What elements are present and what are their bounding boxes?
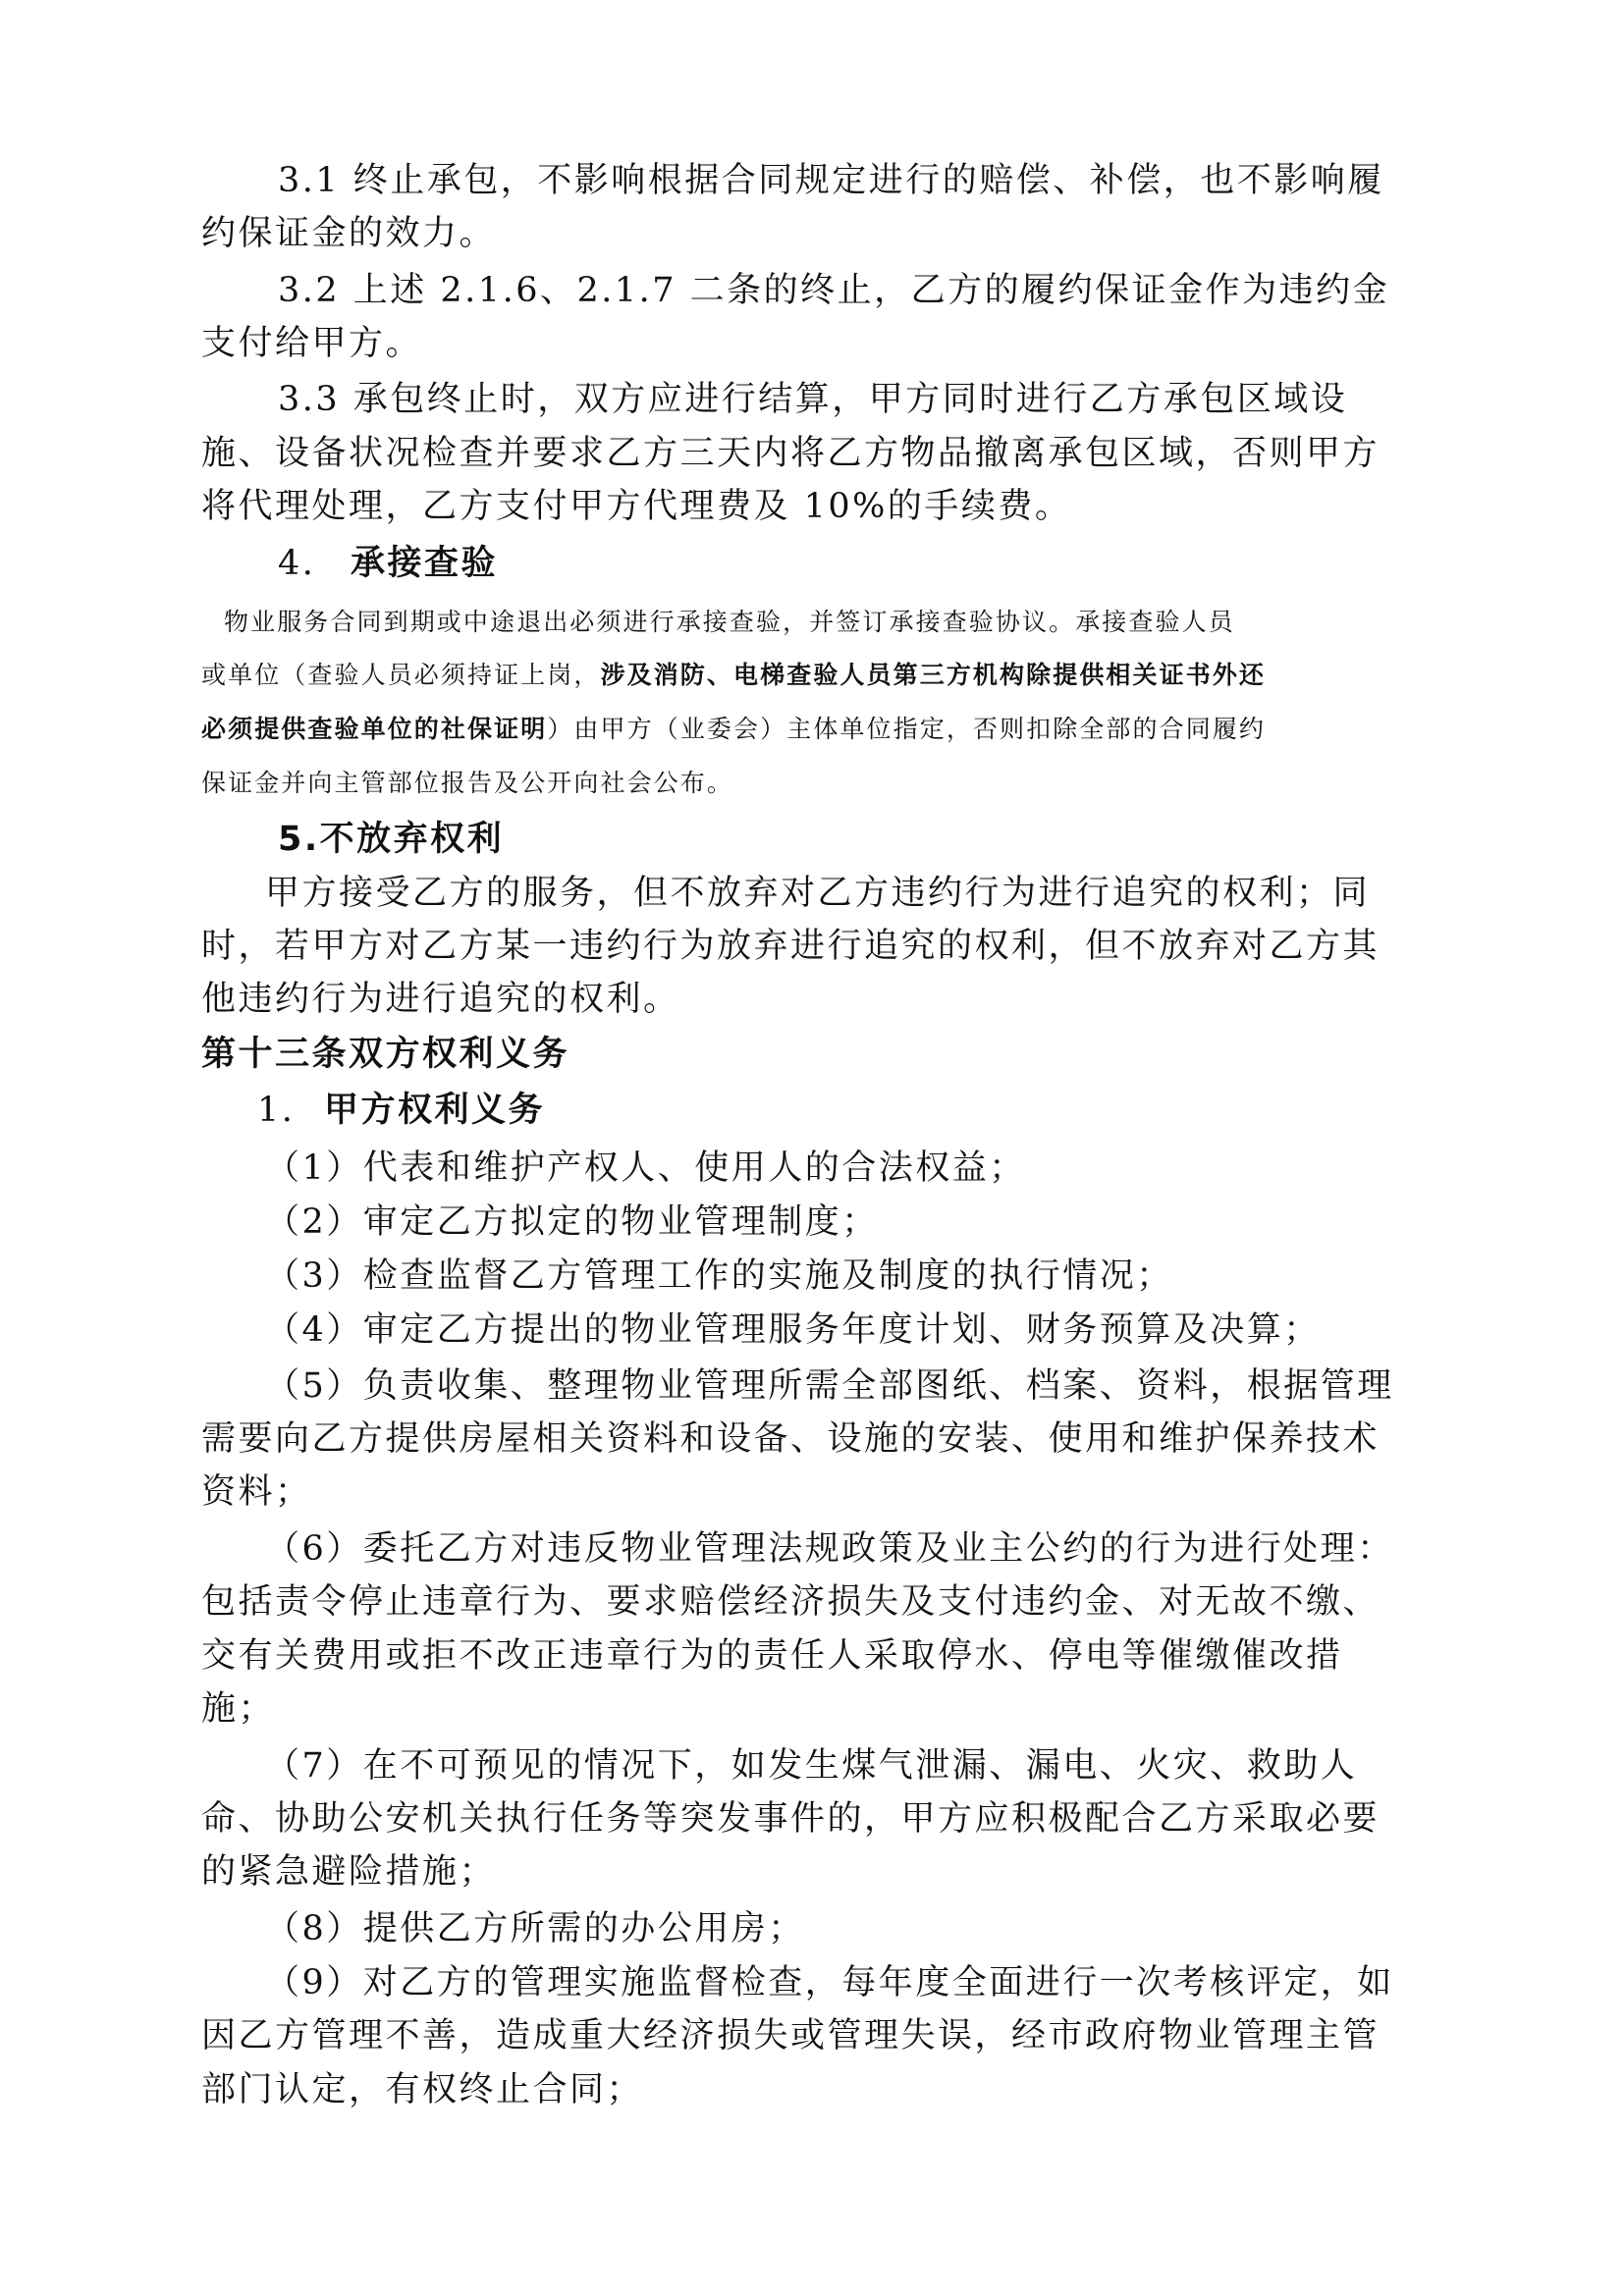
section-4-title: 承接查验 — [351, 544, 499, 583]
clause-3-2-line-2: 支付给甲方。 — [201, 324, 423, 363]
item-7-line-1: （7）在不可预见的情况下，如发生煤气泄漏、漏电、火灾、救助人 — [265, 1746, 1358, 1786]
section-4-line-3-normal: ）由甲方（业委会）主体单位指定，否则扣除全部的合同履约 — [547, 715, 1267, 743]
item-5-line-2: 需要向乙方提供房屋相关资料和设备、设施的安装、使用和维护保养技术 — [201, 1419, 1380, 1459]
clause-3-3-line-3: 将代理处理，乙方支付甲方代理费及 10%的手续费。 — [201, 487, 1072, 526]
item-6-line-2: 包括责令停止违章行为、要求赔偿经济损失及支付违约金、对无故不缴、 — [201, 1582, 1380, 1622]
item-2: （2）审定乙方拟定的物业管理制度； — [265, 1202, 879, 1242]
section-4-line-3 — [201, 717, 1266, 741]
section-4-heading — [278, 544, 499, 583]
item-6-line-4: 施； — [201, 1689, 276, 1729]
item-4: （4）审定乙方提出的物业管理服务年度计划、财务预算及决算； — [265, 1310, 1321, 1350]
section-4-line-4: 保证金并向主管部位报告及公开向社会公布。 — [201, 769, 734, 797]
item-7-line-2: 命、协助公安机关执行任务等突发事件的，甲方应积极配合乙方采取必要 — [201, 1799, 1380, 1839]
clause-3-3-line-2: 施、设备状况检查并要求乙方三天内将乙方物品撤离承包区域，否则甲方 — [201, 434, 1380, 473]
item-5-line-3: 资料； — [201, 1472, 312, 1512]
clause-3-1-line-2: 约保证金的效力。 — [201, 214, 497, 253]
clause-3-3-line-1: 3.3 承包终止时，双方应进行结算，甲方同时进行乙方承包区域设 — [278, 380, 1348, 419]
item-6-line-1: （6）委托乙方对违反物业管理法规政策及业主公约的行为进行处理： — [265, 1529, 1394, 1569]
party-a-heading — [257, 1091, 546, 1130]
section-5-heading: 5.不放弃权利 — [278, 820, 505, 859]
item-5-line-1: （5）负责收集、整理物业管理所需全部图纸、档案、资料，根据管理 — [265, 1366, 1394, 1406]
section-5-line-1: 甲方接受乙方的服务，但不放弃对乙方违约行为进行追究的权利；同 — [265, 874, 1371, 913]
section-4-line-3-bold: 必须提供查验单位的社保证明 — [201, 715, 548, 743]
item-9-line-2: 因乙方管理不善，造成重大经济损失或管理失误，经市政府物业管理主管 — [201, 2016, 1380, 2056]
clause-3-1-line-1: 3.1 终止承包，不影响根据合同规定进行的赔偿、补偿，也不影响履 — [278, 161, 1384, 200]
item-8: （8）提供乙方所需的办公用房； — [265, 1909, 805, 1949]
section-5-line-2: 时，若甲方对乙方某一违约行为放弃进行追究的权利，但不放弃对乙方其 — [201, 927, 1380, 966]
section-4-line-1: 物业服务合同到期或中途退出必须进行承接查验，并签订承接查验协议。承接查验人员 — [224, 608, 1235, 636]
item-3: （3）检查监督乙方管理工作的实施及制度的执行情况； — [265, 1256, 1173, 1296]
section-4-number: 4. — [278, 544, 316, 583]
section-4-line-2-normal: 或单位（查验人员必须持证上岗， — [201, 661, 601, 689]
item-9-line-3: 部门认定，有权终止合同； — [201, 2070, 644, 2109]
section-4-line-2 — [201, 663, 1266, 687]
item-9-line-1: （9）对乙方的管理实施监督检查，每年度全面进行一次考核评定，如 — [265, 1963, 1394, 2002]
article-13-title: 第十三条双方权利义务 — [201, 1035, 570, 1074]
section-5-line-3: 他违约行为进行追究的权利。 — [201, 980, 680, 1019]
item-7-line-3: 的紧急避险措施； — [201, 1852, 497, 1892]
party-a-number: 1. — [257, 1091, 296, 1130]
clause-3-2-line-1: 3.2 上述 2.1.6、2.1.7 二条的终止，乙方的履约保证金作为违约金 — [278, 271, 1390, 310]
item-1: （1）代表和维护产权人、使用人的合法权益； — [265, 1148, 1026, 1188]
section-4-line-2-bold: 涉及消防、电梯查验人员第三方机构除提供相关证书外还 — [600, 661, 1267, 689]
party-a-title: 甲方权利义务 — [324, 1091, 546, 1130]
item-6-line-3: 交有关费用或拒不改正违章行为的责任人采取停水、停电等催缴催改措 — [201, 1636, 1343, 1676]
